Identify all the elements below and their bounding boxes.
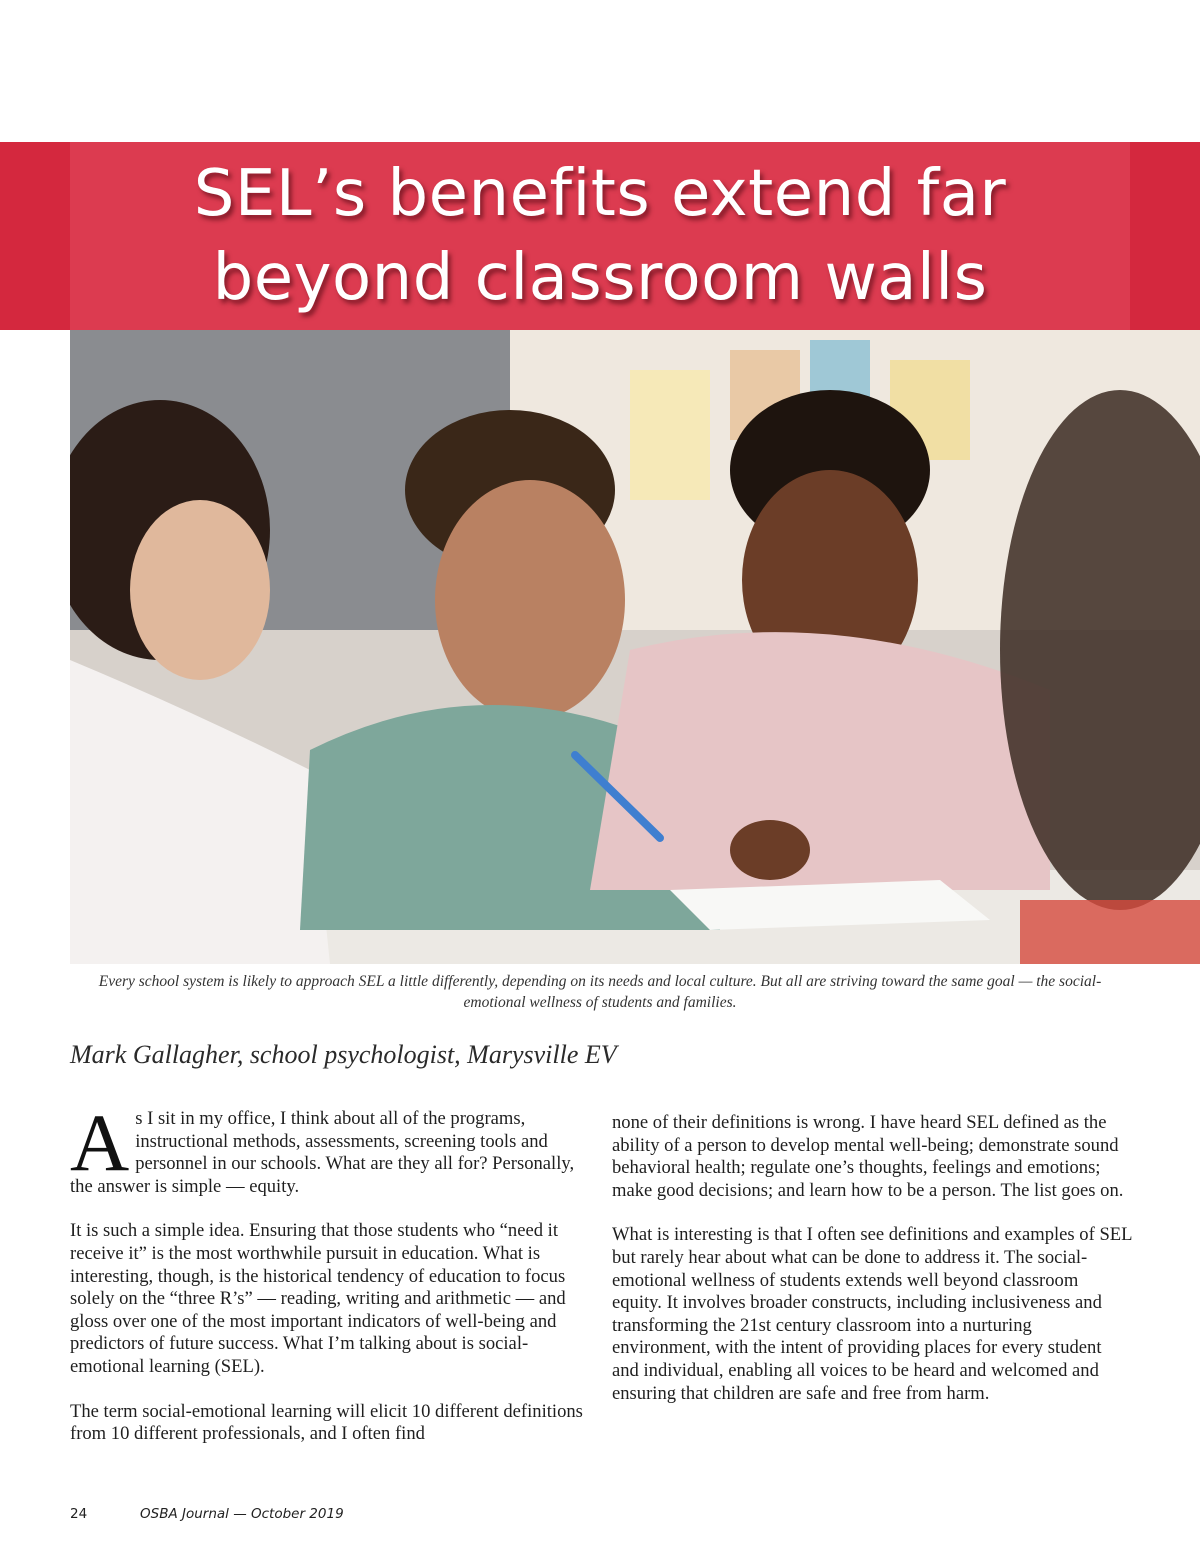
banner-bleed-right [1130,142,1200,330]
banner-bleed-left [0,142,70,330]
paragraph [70,1097,590,1198]
page-footer [70,1506,344,1522]
paragraph-text: s I sit in my office, I think about all of the programs, instructional methods, assessments, screening tools and personnel in our schools. What are they all for? Personally, the answer is simple — equity. [70,1108,575,1197]
page-title-line-1: SEL’s benefits extend far [193,157,1007,231]
article-column-left [70,1097,590,1468]
paragraph: The term social-emotional learning will elicit 10 different definitions from 10 different professionals, and I often find [70,1400,583,1445]
paragraph: It is such a simple idea. Ensuring that those students who “need it receive it” is the most worthwhile pursuit in education. What is interesting, though, is the historical tendency of education to focus solely on the “three R’s” — reading, writing and arithmetic — and gloss over one of the most important indicators of well-being and predictors of future success. What I’m talking about is social-emotional learning (SEL). [70,1220,566,1377]
photo-caption: Every school system is likely to approach SEL a little differently, depending on its needs and local culture. But all are striving toward the same goal — the social-emotional wellness of students and families. [98,973,1102,1011]
classroom-photo [70,330,1200,964]
drop-cap: A [70,1097,130,1188]
page-title-line-2: beyond classroom walls [212,241,988,315]
page-number: 24 [70,1506,88,1522]
title-banner [70,142,1130,330]
article-column-right [612,1112,1132,1427]
paragraph: none of their definitions is wrong. I have heard SEL defined as the ability of a person to develop mental well-being; demonstrate sound behavioral health; regulate one’s thoughts, feelings and emotions; make good decisions; and learn how to be a person. The list goes on. [612,1112,1124,1201]
publication-name: OSBA Journal — October 2019 [140,1506,344,1522]
paragraph: What is interesting is that I often see definitions and examples of SEL but rarely hear about what can be done to address it. The social-emotional wellness of students extends well beyond classroom equity. It involves broader constructs, including inclusiveness and transforming the 21st century classroom into a nurturing environment, with the intent of providing places for every student and individual, enabling all voices to be heard and welcomed and ensuring that children are safe and free from harm. [612,1224,1132,1404]
byline: Mark Gallagher, school psychologist, Marysville EV [70,1040,617,1069]
